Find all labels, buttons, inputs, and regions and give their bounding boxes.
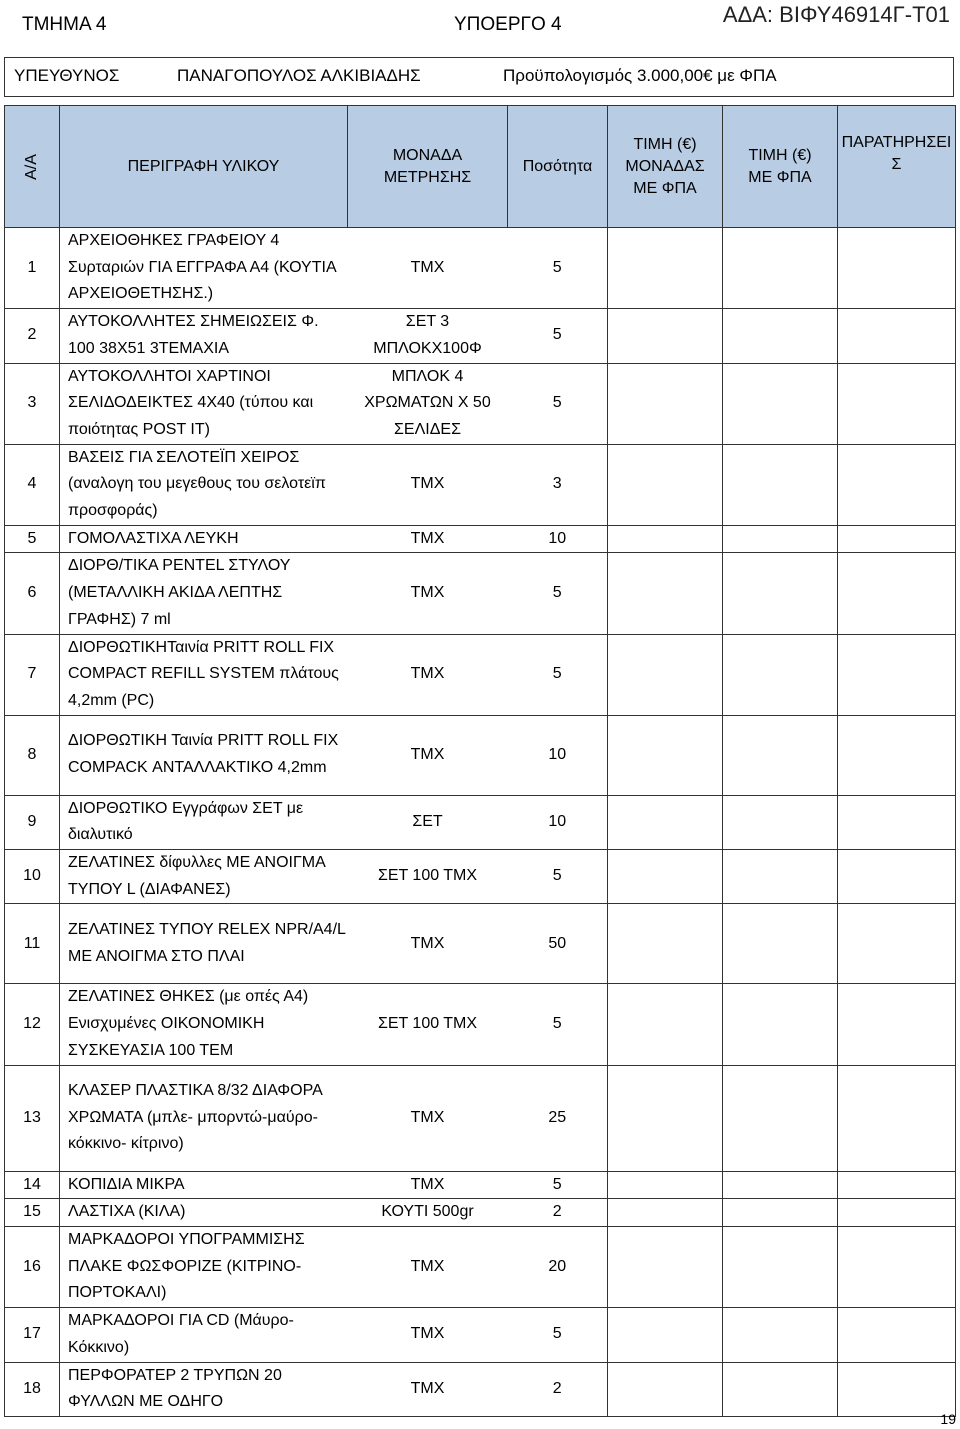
row-index: 17 bbox=[5, 1308, 60, 1362]
row-unit-price bbox=[608, 1362, 723, 1416]
row-unit-price bbox=[608, 363, 723, 444]
row-unit: ΤΜΧ bbox=[348, 1226, 508, 1307]
row-notes bbox=[838, 715, 956, 795]
table-row bbox=[5, 795, 956, 849]
row-price bbox=[723, 1308, 838, 1362]
row-price bbox=[723, 363, 838, 444]
row-notes bbox=[838, 228, 956, 309]
row-unit-price bbox=[608, 634, 723, 715]
row-description: ΔΙΟΡΘΩΤΙΚΗ Ταινία PRITT ROLL FIX COMPACK ΑΝΤΑΛΛΑΚΤΙΚΟ 4,2mm bbox=[60, 715, 348, 795]
row-price bbox=[723, 1199, 838, 1227]
row-quantity: 3 bbox=[508, 444, 608, 525]
col-unit: ΜΟΝΑΔΑ ΜΕΤΡΗΣΗΣ bbox=[348, 106, 508, 228]
row-description: ΔΙΟΡΘ/ΤΙΚΑ PENTEL ΣΤΥΛΟΥ (ΜΕΤΑΛΛΙΚΗ ΑΚΙΔΑ ΛΕΠΤΗΣ ΓΡΑΦΗΣ) 7 ml bbox=[60, 553, 348, 634]
row-unit: ΤΜΧ bbox=[348, 553, 508, 634]
table-row bbox=[5, 1065, 956, 1171]
row-unit: ΤΜΧ bbox=[348, 1362, 508, 1416]
row-unit: ΤΜΧ bbox=[348, 715, 508, 795]
row-quantity: 10 bbox=[508, 795, 608, 849]
row-description: ΜΑΡΚΑΔΟΡΟΙ ΥΠΟΓΡΑΜΜΙΣΗΣ ΠΛΑΚΕ ΦΩΣΦΟΡΙΖΕ (ΚΙΤΡΙΝΟ- ΠΟΡΤΟΚΑΛΙ) bbox=[60, 1226, 348, 1307]
row-quantity: 5 bbox=[508, 850, 608, 904]
row-index: 10 bbox=[5, 850, 60, 904]
row-quantity: 5 bbox=[508, 984, 608, 1065]
subproject-label: ΥΠΟΕΡΓΟ 4 bbox=[454, 14, 562, 35]
row-unit: ΤΜΧ bbox=[348, 904, 508, 984]
row-description: ΖΕΛΑΤΙΝΕΣ ΘΗΚΕΣ (με οπές Α4) Ενισχυμένες ΟΙΚΟΝΟΜΙΚΗ ΣΥΣΚΕΥΑΣΙΑ 100 ΤΕΜ bbox=[60, 984, 348, 1065]
table-row bbox=[5, 444, 956, 525]
row-unit-price bbox=[608, 904, 723, 984]
row-notes bbox=[838, 553, 956, 634]
table-row bbox=[5, 1226, 956, 1307]
row-unit-price bbox=[608, 525, 723, 553]
row-index: 3 bbox=[5, 363, 60, 444]
row-quantity: 25 bbox=[508, 1065, 608, 1171]
table-row bbox=[5, 1199, 956, 1227]
table-row bbox=[5, 1171, 956, 1199]
row-notes bbox=[838, 363, 956, 444]
row-unit: ΣΕΤ 100 ΤΜΧ bbox=[348, 850, 508, 904]
table-header-row bbox=[5, 106, 956, 228]
row-index: 8 bbox=[5, 715, 60, 795]
row-index: 6 bbox=[5, 553, 60, 634]
row-unit-price bbox=[608, 1065, 723, 1171]
budget-text: Προϋπολογισμός 3.000,00€ με ΦΠΑ bbox=[503, 66, 777, 85]
row-description: ΜΑΡΚΑΔΟΡΟΙ ΓΙΑ CD (Μάυρο- Κόκκινο) bbox=[60, 1308, 348, 1362]
row-price bbox=[723, 309, 838, 363]
row-notes bbox=[838, 634, 956, 715]
row-index: 12 bbox=[5, 984, 60, 1065]
row-unit: ΚΟΥΤΙ 500gr bbox=[348, 1199, 508, 1227]
row-unit: ΣΕΤ bbox=[348, 795, 508, 849]
table-row bbox=[5, 984, 956, 1065]
table-row bbox=[5, 1308, 956, 1362]
row-description: ΚΛΑΣΕΡ ΠΛΑΣΤΙΚΑ 8/32 ΔΙΑΦΟΡΑ ΧΡΩΜΑΤΑ (μπλε- μπορντώ-μαύρο-κόκκινο- κίτρινο) bbox=[60, 1065, 348, 1171]
row-description: ΔΙΟΡΘΩΤΙΚΗΤαινία PRITT ROLL FIX COMPACT REFILL SYSTEM πλάτους 4,2mm (PC) bbox=[60, 634, 348, 715]
row-index: 16 bbox=[5, 1226, 60, 1307]
row-description: ΚΟΠΙΔΙΑ ΜΙΚΡΑ bbox=[60, 1171, 348, 1199]
row-notes bbox=[838, 444, 956, 525]
table-row bbox=[5, 309, 956, 363]
row-unit-price bbox=[608, 228, 723, 309]
row-quantity: 10 bbox=[508, 715, 608, 795]
row-unit-price bbox=[608, 850, 723, 904]
table-row bbox=[5, 525, 956, 553]
row-quantity: 5 bbox=[508, 1308, 608, 1362]
row-quantity: 10 bbox=[508, 525, 608, 553]
row-quantity: 5 bbox=[508, 1171, 608, 1199]
row-unit: ΜΠΛΟΚ 4 ΧΡΩΜΑΤΩΝ Χ 50 ΣΕΛΙΔΕΣ bbox=[348, 363, 508, 444]
row-unit: ΤΜΧ bbox=[348, 1308, 508, 1362]
row-price bbox=[723, 553, 838, 634]
row-description: ΑΡΧΕΙΟΘΗΚΕΣ ΓΡΑΦΕΙΟΥ 4 Συρταριών ΓΙΑ ΕΓΓΡΑΦΑ Α4 (ΚΟΥΤΙΑ ΑΡΧΕΙΟΘΕΤΗΣΗΣ.) bbox=[60, 228, 348, 309]
row-unit-price bbox=[608, 553, 723, 634]
page-header bbox=[0, 0, 960, 48]
ada-code: ΑΔΑ: ΒΙΦΥ46914Γ-Τ01 bbox=[722, 2, 950, 27]
row-index: 13 bbox=[5, 1065, 60, 1171]
row-quantity: 2 bbox=[508, 1199, 608, 1227]
table-row bbox=[5, 1362, 956, 1416]
col-price: ΤΙΜΗ (€) ΜΕ ΦΠΑ bbox=[723, 106, 838, 228]
row-unit: ΣΕΤ 3 ΜΠΛΟΚΧ100Φ bbox=[348, 309, 508, 363]
row-description: ΔΙΟΡΘΩΤΙΚΟ Εγγράφων ΣΕΤ με διαλυτικό bbox=[60, 795, 348, 849]
row-notes bbox=[838, 1171, 956, 1199]
row-index: 4 bbox=[5, 444, 60, 525]
row-index: 2 bbox=[5, 309, 60, 363]
row-notes bbox=[838, 1199, 956, 1227]
row-notes bbox=[838, 795, 956, 849]
row-quantity: 5 bbox=[508, 228, 608, 309]
col-notes: ΠΑΡΑΤΗΡΗΣΕΙΣ bbox=[838, 106, 956, 228]
row-description: ΛΑΣΤΙΧΑ (ΚΙΛΑ) bbox=[60, 1199, 348, 1227]
row-price bbox=[723, 1362, 838, 1416]
row-unit-price bbox=[608, 1199, 723, 1227]
row-price bbox=[723, 904, 838, 984]
responsible-label: ΥΠΕΥΘΥΝΟΣ bbox=[14, 66, 120, 85]
row-unit: ΤΜΧ bbox=[348, 228, 508, 309]
row-unit: ΤΜΧ bbox=[348, 444, 508, 525]
row-unit-price bbox=[608, 1171, 723, 1199]
row-notes bbox=[838, 1362, 956, 1416]
row-notes bbox=[838, 1308, 956, 1362]
row-price bbox=[723, 795, 838, 849]
row-unit-price bbox=[608, 1226, 723, 1307]
col-quantity: Ποσότητα bbox=[508, 106, 608, 228]
row-index: 9 bbox=[5, 795, 60, 849]
col-unit-price: ΤΙΜΗ (€) ΜΟΝΑΔΑΣ ΜΕ ΦΠΑ bbox=[608, 106, 723, 228]
row-price bbox=[723, 850, 838, 904]
row-description: ΖΕΛΑΤΙΝΕΣ δίφυλλες ΜΕ ΑΝΟΙΓΜΑ ΤΥΠΟΥ L (ΔΙΑΦΑΝΕΣ) bbox=[60, 850, 348, 904]
row-index: 1 bbox=[5, 228, 60, 309]
table-row bbox=[5, 715, 956, 795]
row-index: 15 bbox=[5, 1199, 60, 1227]
materials-table bbox=[4, 105, 956, 1417]
row-notes bbox=[838, 1065, 956, 1171]
row-quantity: 5 bbox=[508, 634, 608, 715]
col-index: Α/Α bbox=[5, 106, 60, 228]
row-index: 14 bbox=[5, 1171, 60, 1199]
row-quantity: 20 bbox=[508, 1226, 608, 1307]
row-unit: ΣΕΤ 100 ΤΜΧ bbox=[348, 984, 508, 1065]
row-unit: ΤΜΧ bbox=[348, 1065, 508, 1171]
row-description: ΓΟΜΟΛΑΣΤΙΧΑ ΛΕΥΚΗ bbox=[60, 525, 348, 553]
row-quantity: 5 bbox=[508, 309, 608, 363]
row-price bbox=[723, 1171, 838, 1199]
row-notes bbox=[838, 984, 956, 1065]
section-label: ΤΜΗΜΑ 4 bbox=[22, 14, 107, 35]
row-unit-price bbox=[608, 309, 723, 363]
responsible-name: ΠΑΝΑΓΟΠΟΥΛΟΣ ΑΛΚΙΒΙΑΔΗΣ bbox=[177, 66, 421, 85]
row-price bbox=[723, 715, 838, 795]
row-quantity: 5 bbox=[508, 553, 608, 634]
row-notes bbox=[838, 309, 956, 363]
row-description: ΠΕΡΦΟΡΑΤΕΡ 2 ΤΡΥΠΩΝ 20 ΦΥΛΛΩΝ ΜΕ ΟΔΗΓΟ bbox=[60, 1362, 348, 1416]
row-price bbox=[723, 634, 838, 715]
table-row bbox=[5, 904, 956, 984]
row-price bbox=[723, 228, 838, 309]
row-unit: ΤΜΧ bbox=[348, 1171, 508, 1199]
row-price bbox=[723, 444, 838, 525]
row-unit-price bbox=[608, 984, 723, 1065]
table-row bbox=[5, 850, 956, 904]
row-unit-price bbox=[608, 1308, 723, 1362]
row-quantity: 5 bbox=[508, 363, 608, 444]
row-description: ΒΑΣΕΙΣ ΓΙΑ ΣΕΛΟΤΕΪΠ ΧΕΙΡΟΣ (αναλογη του μεγεθους του σελοτεϊπ προσφοράς) bbox=[60, 444, 348, 525]
row-unit: ΤΜΧ bbox=[348, 634, 508, 715]
row-notes bbox=[838, 1226, 956, 1307]
row-quantity: 50 bbox=[508, 904, 608, 984]
row-unit: ΤΜΧ bbox=[348, 525, 508, 553]
row-index: 11 bbox=[5, 904, 60, 984]
table-row bbox=[5, 553, 956, 634]
table-row bbox=[5, 634, 956, 715]
row-price bbox=[723, 1226, 838, 1307]
row-unit-price bbox=[608, 715, 723, 795]
row-price bbox=[723, 984, 838, 1065]
row-quantity: 2 bbox=[508, 1362, 608, 1416]
row-unit-price bbox=[608, 795, 723, 849]
row-notes bbox=[838, 850, 956, 904]
table-row bbox=[5, 228, 956, 309]
table-row bbox=[5, 363, 956, 444]
row-index: 18 bbox=[5, 1362, 60, 1416]
responsible-bar bbox=[4, 57, 954, 97]
row-unit-price bbox=[608, 444, 723, 525]
col-description: ΠΕΡΙΓΡΑΦΗ ΥΛΙΚΟΥ bbox=[60, 106, 348, 228]
row-description: ΑΥΤΟΚΟΛΛΗΤΟΙ ΧΑΡΤΙΝΟΙ ΣΕΛΙΔΟΔΕΙΚΤΕΣ 4Χ40 (τύπου και ποιότητας POST IT) bbox=[60, 363, 348, 444]
row-description: ΑΥΤΟΚΟΛΛΗΤΕΣ ΣΗΜΕΙΩΣΕΙΣ Φ. 100 38Χ51 3ΤΕΜΑΧΙΑ bbox=[60, 309, 348, 363]
row-notes bbox=[838, 904, 956, 984]
row-index: 7 bbox=[5, 634, 60, 715]
page-number: 19 bbox=[940, 1411, 956, 1427]
row-price bbox=[723, 1065, 838, 1171]
row-notes bbox=[838, 525, 956, 553]
row-index: 5 bbox=[5, 525, 60, 553]
row-description: ΖΕΛΑΤΙΝΕΣ ΤΥΠΟΥ RELEX NPR/A4/L ΜΕ ΑΝΟΙΓΜΑ ΣΤΟ ΠΛΑΙ bbox=[60, 904, 348, 984]
row-price bbox=[723, 525, 838, 553]
